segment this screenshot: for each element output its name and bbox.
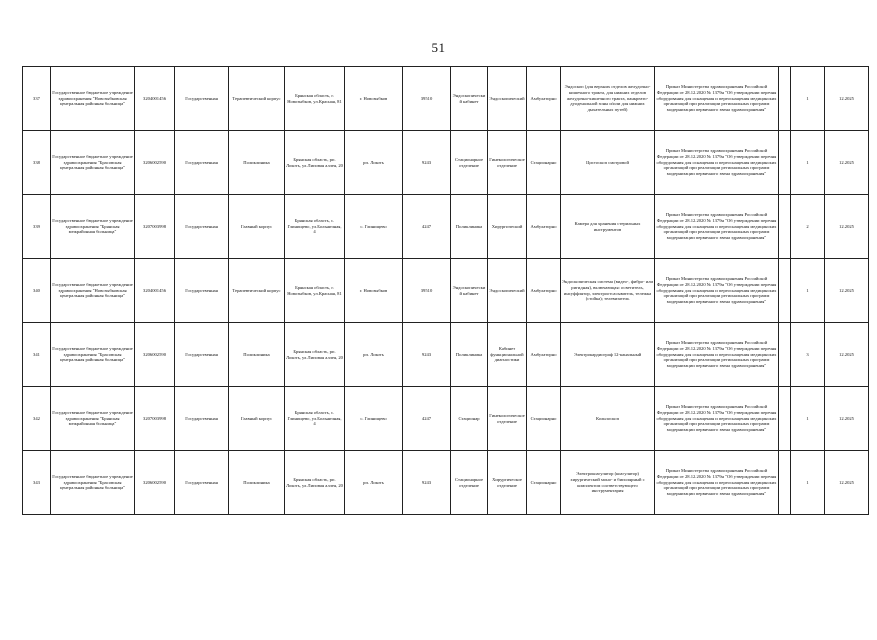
oktmo-cell: 9243 (403, 451, 451, 515)
row-number: 343 (23, 451, 51, 515)
room-cell: Эндоскопический (488, 259, 527, 323)
institution-cell: Государственное бюджетное учреждение здравоохранения "Брянская межрайонная больница" (51, 387, 135, 451)
ownership-cell: Государственная (175, 67, 229, 131)
locality-cell: с. Глинищево (345, 195, 403, 259)
institution-cell: Государственное бюджетное учреждение здравоохранения "Брасовская центральная районная больница" (51, 131, 135, 195)
date-cell: 12.2025 (825, 195, 869, 259)
code-cell: 3206002590 (135, 323, 175, 387)
table-row (23, 387, 869, 451)
department-cell: Эндоскопический кабинет (451, 67, 488, 131)
equipment-cell: Эндоскоп (для верхних отделов желудочно-кишечного тракта, для нижних отделов желудочно-кишечного тракта, панкреато-дуоденальной зоны и/или для нижних дыхательных путей) (561, 67, 655, 131)
locality-cell: рп. Локоть (345, 131, 403, 195)
ownership-cell: Государственная (175, 451, 229, 515)
building-cell: Поликлиника (229, 451, 285, 515)
date-cell: 12.2025 (825, 67, 869, 131)
code-cell: 3206002590 (135, 131, 175, 195)
building-cell: Терапевтический корпус (229, 259, 285, 323)
row-number: 340 (23, 259, 51, 323)
oktmo-cell: 39510 (403, 67, 451, 131)
department-cell: Стационарное отделение (451, 451, 488, 515)
table-row (23, 67, 869, 131)
quantity-cell: 1 (791, 259, 825, 323)
date-cell: 12.2025 (825, 131, 869, 195)
address-cell: Брянская область, г. Новозыбков, ул.Красная, 81 (285, 67, 345, 131)
quantity-cell: 1 (791, 387, 825, 451)
code-cell: 3204001456 (135, 259, 175, 323)
date-cell: 12.2025 (825, 387, 869, 451)
address-cell: Брянская область, с. Глинищево, ул.Больничная, 4 (285, 387, 345, 451)
care-cell: Стационарно (527, 131, 561, 195)
department-cell: Поликлиника (451, 195, 488, 259)
equipment-table (22, 66, 869, 515)
care-cell: Амбулаторно (527, 259, 561, 323)
locality-cell: рп. Локоть (345, 323, 403, 387)
table-row (23, 259, 869, 323)
row-number: 339 (23, 195, 51, 259)
empty-cell (779, 67, 791, 131)
ownership-cell: Государственная (175, 259, 229, 323)
row-number: 342 (23, 387, 51, 451)
ownership-cell: Государственная (175, 131, 229, 195)
department-cell: Поликлиника (451, 323, 488, 387)
empty-cell (779, 451, 791, 515)
locality-cell: г. Новозыбков (345, 259, 403, 323)
row-number: 341 (23, 323, 51, 387)
ownership-cell: Государственная (175, 323, 229, 387)
code-cell: 3207003998 (135, 195, 175, 259)
oktmo-cell: 39510 (403, 259, 451, 323)
room-cell: Эндоскопический (488, 67, 527, 131)
locality-cell: с. Глинищево (345, 387, 403, 451)
table-row (23, 195, 869, 259)
room-cell: Кабинет функциональной диагностики (488, 323, 527, 387)
equipment-cell: Электрокоагулятор (коагулятор) хирургический моно- и биполярный с комплектом соответствующего инструментария (561, 451, 655, 515)
date-cell: 12.2025 (825, 451, 869, 515)
department-cell: Стационарное отделение (451, 131, 488, 195)
empty-cell (779, 195, 791, 259)
equipment-cell: Камера для хранения стерильных инструментов (561, 195, 655, 259)
room-cell: Гинекологическое отделение (488, 387, 527, 451)
care-cell: Амбулаторно (527, 195, 561, 259)
equipment-cell: Эндоскопическая система (видео-, фибро- или ригидная), включающая: осветитель, инсуффлятор, электроотсасыватель, тележка (стойка); телевизатель (561, 259, 655, 323)
address-cell: Брянская область, г. Новозыбков, ул.Красная, 81 (285, 259, 345, 323)
quantity-cell: 3 (791, 323, 825, 387)
quantity-cell: 1 (791, 67, 825, 131)
table-row (23, 131, 869, 195)
date-cell: 12.2025 (825, 323, 869, 387)
empty-cell (779, 323, 791, 387)
institution-cell: Государственное бюджетное учреждение здравоохранения "Новозыбковская центральная районная больница" (51, 67, 135, 131)
code-cell: 3206002590 (135, 451, 175, 515)
order-cell: Приказ Министерства здравоохранения Российской Федерации от 28.12.2020 № 1379н "Об утверждении перечня оборудования для оснащения и переоснащения медицинских организаций при реализации региональных программ модернизации первичного звена здравоохранения" (655, 451, 779, 515)
department-cell: Стационар (451, 387, 488, 451)
equipment-cell: Электрокардиограф 12-канальный (561, 323, 655, 387)
quantity-cell: 2 (791, 195, 825, 259)
code-cell: 3207003998 (135, 387, 175, 451)
empty-cell (779, 387, 791, 451)
locality-cell: рп. Локоть (345, 451, 403, 515)
care-cell: Амбулаторно (527, 67, 561, 131)
page-number: 51 (431, 40, 446, 55)
row-number: 337 (23, 67, 51, 131)
locality-cell: г. Новозыбков (345, 67, 403, 131)
ownership-cell: Государственная (175, 387, 229, 451)
order-cell: Приказ Министерства здравоохранения Российской Федерации от 28.12.2020 № 1379н "Об утверждении перечня оборудования для оснащения и переоснащения медицинских организаций при реализации региональных программ модернизации первичного звена здравоохранения" (655, 387, 779, 451)
row-number: 338 (23, 131, 51, 195)
quantity-cell: 1 (791, 451, 825, 515)
table-row (23, 451, 869, 515)
institution-cell: Государственное бюджетное учреждение здравоохранения "Брасовская центральная районная больница" (51, 451, 135, 515)
ownership-cell: Государственная (175, 195, 229, 259)
building-cell: Поликлиника (229, 323, 285, 387)
oktmo-cell: 4247 (403, 195, 451, 259)
order-cell: Приказ Министерства здравоохранения Российской Федерации от 28.12.2020 № 1379н "Об утверждении перечня оборудования для оснащения и переоснащения медицинских организаций при реализации региональных программ модернизации первичного звена здравоохранения" (655, 323, 779, 387)
order-cell: Приказ Министерства здравоохранения Российской Федерации от 28.12.2020 № 1379н "Об утверждении перечня оборудования для оснащения и переоснащения медицинских организаций при реализации региональных программ модернизации первичного звена здравоохранения" (655, 195, 779, 259)
room-cell: Хирургическое отделение (488, 451, 527, 515)
care-cell: Стационарно (527, 451, 561, 515)
order-cell: Приказ Министерства здравоохранения Российской Федерации от 28.12.2020 № 1379н "Об утверждении перечня оборудования для оснащения и переоснащения медицинских организаций при реализации региональных программ модернизации первичного звена здравоохранения" (655, 131, 779, 195)
empty-cell (779, 259, 791, 323)
care-cell: Амбулаторно (527, 323, 561, 387)
address-cell: Брянская область, рп. Локоть, ул.Липовая аллея, 20 (285, 131, 345, 195)
care-cell: Стационарно (527, 387, 561, 451)
oktmo-cell: 4247 (403, 387, 451, 451)
address-cell: Брянская область, рп. Локоть, ул.Липовая аллея, 20 (285, 451, 345, 515)
institution-cell: Государственное бюджетное учреждение здравоохранения "Брянская межрайонная больница" (51, 195, 135, 259)
equipment-cell: Кольпоскоп (561, 387, 655, 451)
building-cell: Главный корпус (229, 387, 285, 451)
code-cell: 3204001456 (135, 67, 175, 131)
oktmo-cell: 9243 (403, 131, 451, 195)
room-cell: Гинекологическое отделение (488, 131, 527, 195)
date-cell: 12.2025 (825, 259, 869, 323)
table-row (23, 323, 869, 387)
address-cell: Брянская область, рп. Локоть, ул.Липовая аллея, 20 (285, 323, 345, 387)
building-cell: Терапевтический корпус (229, 67, 285, 131)
room-cell: Хирургический (488, 195, 527, 259)
building-cell: Поликлиника (229, 131, 285, 195)
address-cell: Брянская область, с. Глинищево, ул.Больничная, 4 (285, 195, 345, 259)
order-cell: Приказ Министерства здравоохранения Российской Федерации от 28.12.2020 № 1379н "Об утверждении перечня оборудования для оснащения и переоснащения медицинских организаций при реализации региональных программ модернизации первичного звена здравоохранения" (655, 259, 779, 323)
institution-cell: Государственное бюджетное учреждение здравоохранения "Новозыбковская центральная районная больница" (51, 259, 135, 323)
order-cell: Приказ Министерства здравоохранения Российской Федерации от 28.12.2020 № 1379н "Об утверждении перечня оборудования для оснащения и переоснащения медицинских организаций при реализации региональных программ модернизации первичного звена здравоохранения" (655, 67, 779, 131)
empty-cell (779, 131, 791, 195)
equipment-cell: Цистоскоп смотровой (561, 131, 655, 195)
quantity-cell: 1 (791, 131, 825, 195)
oktmo-cell: 9243 (403, 323, 451, 387)
department-cell: Эндоскопический кабинет (451, 259, 488, 323)
institution-cell: Государственное бюджетное учреждение здравоохранения "Брасовская центральная районная больница" (51, 323, 135, 387)
building-cell: Главный корпус (229, 195, 285, 259)
